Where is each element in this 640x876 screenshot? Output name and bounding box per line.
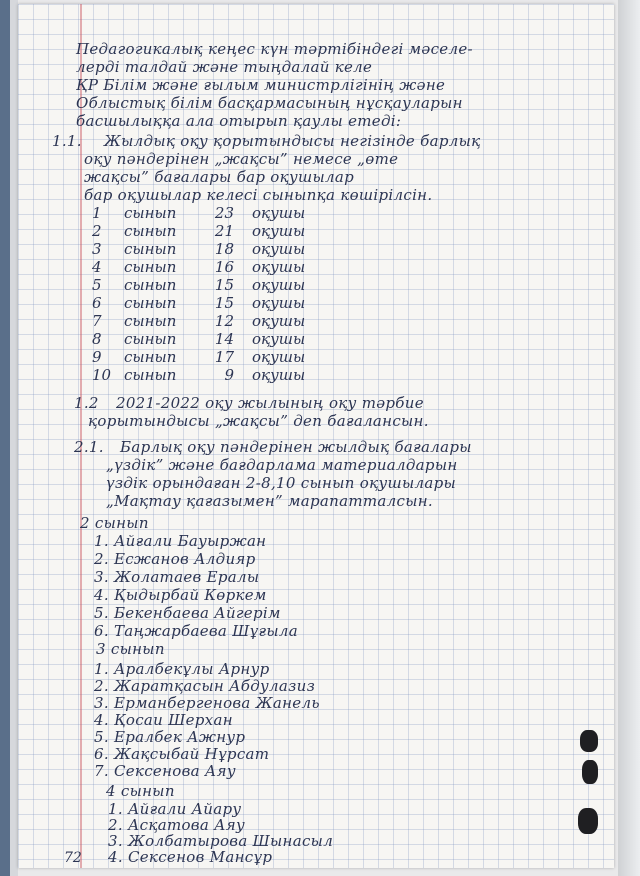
class-word: сынып [124,240,177,258]
class-word: сынып [124,204,177,222]
page-right-edge [618,0,640,876]
student-name: 5. Ералбек Ажнур [94,728,246,746]
student-count: 12 [214,312,234,330]
student-name: 1. Аралбекұлы Арнур [94,660,270,678]
class-number: 6 [92,294,102,312]
class-number: 5 [92,276,102,294]
student-name: 6. Жақсыбай Нұрсат [94,745,270,763]
class-word: сынып [124,222,177,240]
item-1-2-line-1: 2021-2022 оқу жылының оқу тәрбие [116,394,424,412]
student-word: оқушы [252,276,306,294]
binder-hole [582,760,598,784]
class-word: сынып [124,258,177,276]
student-name: 1. Айғали Бауыржан [94,532,267,550]
class-number: 1 [92,204,102,222]
student-count: 17 [214,348,234,366]
class-word: сынып [124,294,177,312]
class-number: 4 [92,258,102,276]
student-word: оқушы [252,366,306,384]
section-title-class-2: 2 сынып [80,514,149,532]
class-word: сынып [124,276,177,294]
section-title-class-4: 4 сынып [106,782,175,800]
student-count: 18 [214,240,234,258]
item-1-1-line-2: оқу пәндерінен „жақсы” немесе „өте [84,150,399,168]
class-row [92,240,305,258]
section-title-class-3: 3 сынып [96,640,165,658]
student-count: 15 [214,294,234,312]
student-name: 2. Асқатова Аяу [108,816,246,834]
student-word: оқушы [252,348,306,366]
student-name: 5. Бекенбаева Айгерім [94,604,281,622]
student-name: 2. Есжанов Алдияр [94,550,256,568]
binder-hole [578,808,598,834]
student-word: оқушы [252,330,306,348]
student-word: оқушы [252,294,306,312]
item-1-1-number: 1.1. [52,132,82,150]
item-1-1-line-4: бар оқушылар келесі сыныпқа көшірілсін. [84,186,433,204]
student-name: 7. Сексенова Аяу [94,762,236,780]
student-name: 6. Таңжарбаева Шұғыла [94,622,298,640]
item-2-1-line-3: үздік орындаған 2-8,10 сынып оқушылары [106,474,456,492]
intro-line-1: Педагогикалық кеңес күн тәртібіндегі мәселе- [76,40,473,58]
student-name: 2. Жаратқасын Абдулазиз [94,677,316,695]
class-row [92,276,305,294]
student-word: оқушы [252,312,306,330]
class-row [92,312,305,330]
student-name: 4. Қыдырбай Көркем [94,586,267,604]
student-count: 15 [214,276,234,294]
item-1-2-number: 1.2 [74,394,99,412]
class-row [92,294,305,312]
binder-hole [580,730,598,752]
item-2-1-line-4: „Мақтау қағазымен” марапатталсын. [106,492,433,510]
class-row [92,348,305,366]
class-word: сынып [124,330,177,348]
item-1-1-line-1: Жылдық оқу қорытындысы негізінде барлық [104,132,481,150]
class-row [92,366,305,384]
intro-line-2: лерді талдай және тыңдалай келе [76,58,373,76]
intro-line-3: ҚР Білім және ғылым министрлігінің және [76,76,446,94]
class-row [92,330,305,348]
item-2-1-line-2: „үздік” және бағдарлама материалдарын [106,456,458,474]
student-name: 3. Жолатаев Ералы [94,568,260,586]
student-count: 21 [214,222,234,240]
class-word: сынып [124,348,177,366]
class-row [92,204,305,222]
student-name: 4. Сексенов Мансұр [108,848,273,866]
class-word: сынып [124,366,177,384]
class-number: 7 [92,312,102,330]
class-word: сынып [124,312,177,330]
student-count: 14 [214,330,234,348]
student-word: оқушы [252,204,306,222]
item-2-1-line-1: Барлық оқу пәндерінен жылдық бағалары [120,438,472,456]
class-row [92,222,305,240]
class-number: 2 [92,222,102,240]
class-number: 9 [92,348,102,366]
student-count: 16 [214,258,234,276]
student-name: 3. Жолбатырова Шынасыл [108,832,334,850]
student-count: 23 [214,204,234,222]
class-number: 10 [92,366,112,384]
class-number: 8 [92,330,102,348]
item-1-2-line-2: қорытындысы „жақсы” деп бағалансын. [88,412,429,430]
student-word: оқушы [252,258,306,276]
intro-line-5: басшылыққа ала отырып қаулы етеді: [76,112,402,130]
student-name: 3. Ерманбергенова Жанель [94,694,320,712]
student-word: оқушы [252,222,306,240]
item-2-1-number: 2.1. [74,438,104,456]
page-number: 72 [64,850,82,866]
class-row [92,258,305,276]
binding-edge [10,0,18,876]
student-count: 9 [224,366,234,384]
student-word: оқушы [252,240,306,258]
intro-line-4: Облыстық білім басқармасының нұсқауларын [76,94,463,112]
class-number: 3 [92,240,102,258]
student-name: 4. Қосаи Шерхан [94,711,233,729]
notebook-binding [0,0,10,876]
student-name: 1. Айғали Айару [108,800,242,818]
item-1-1-line-3: жақсы” бағалары бар оқушылар [84,168,355,186]
